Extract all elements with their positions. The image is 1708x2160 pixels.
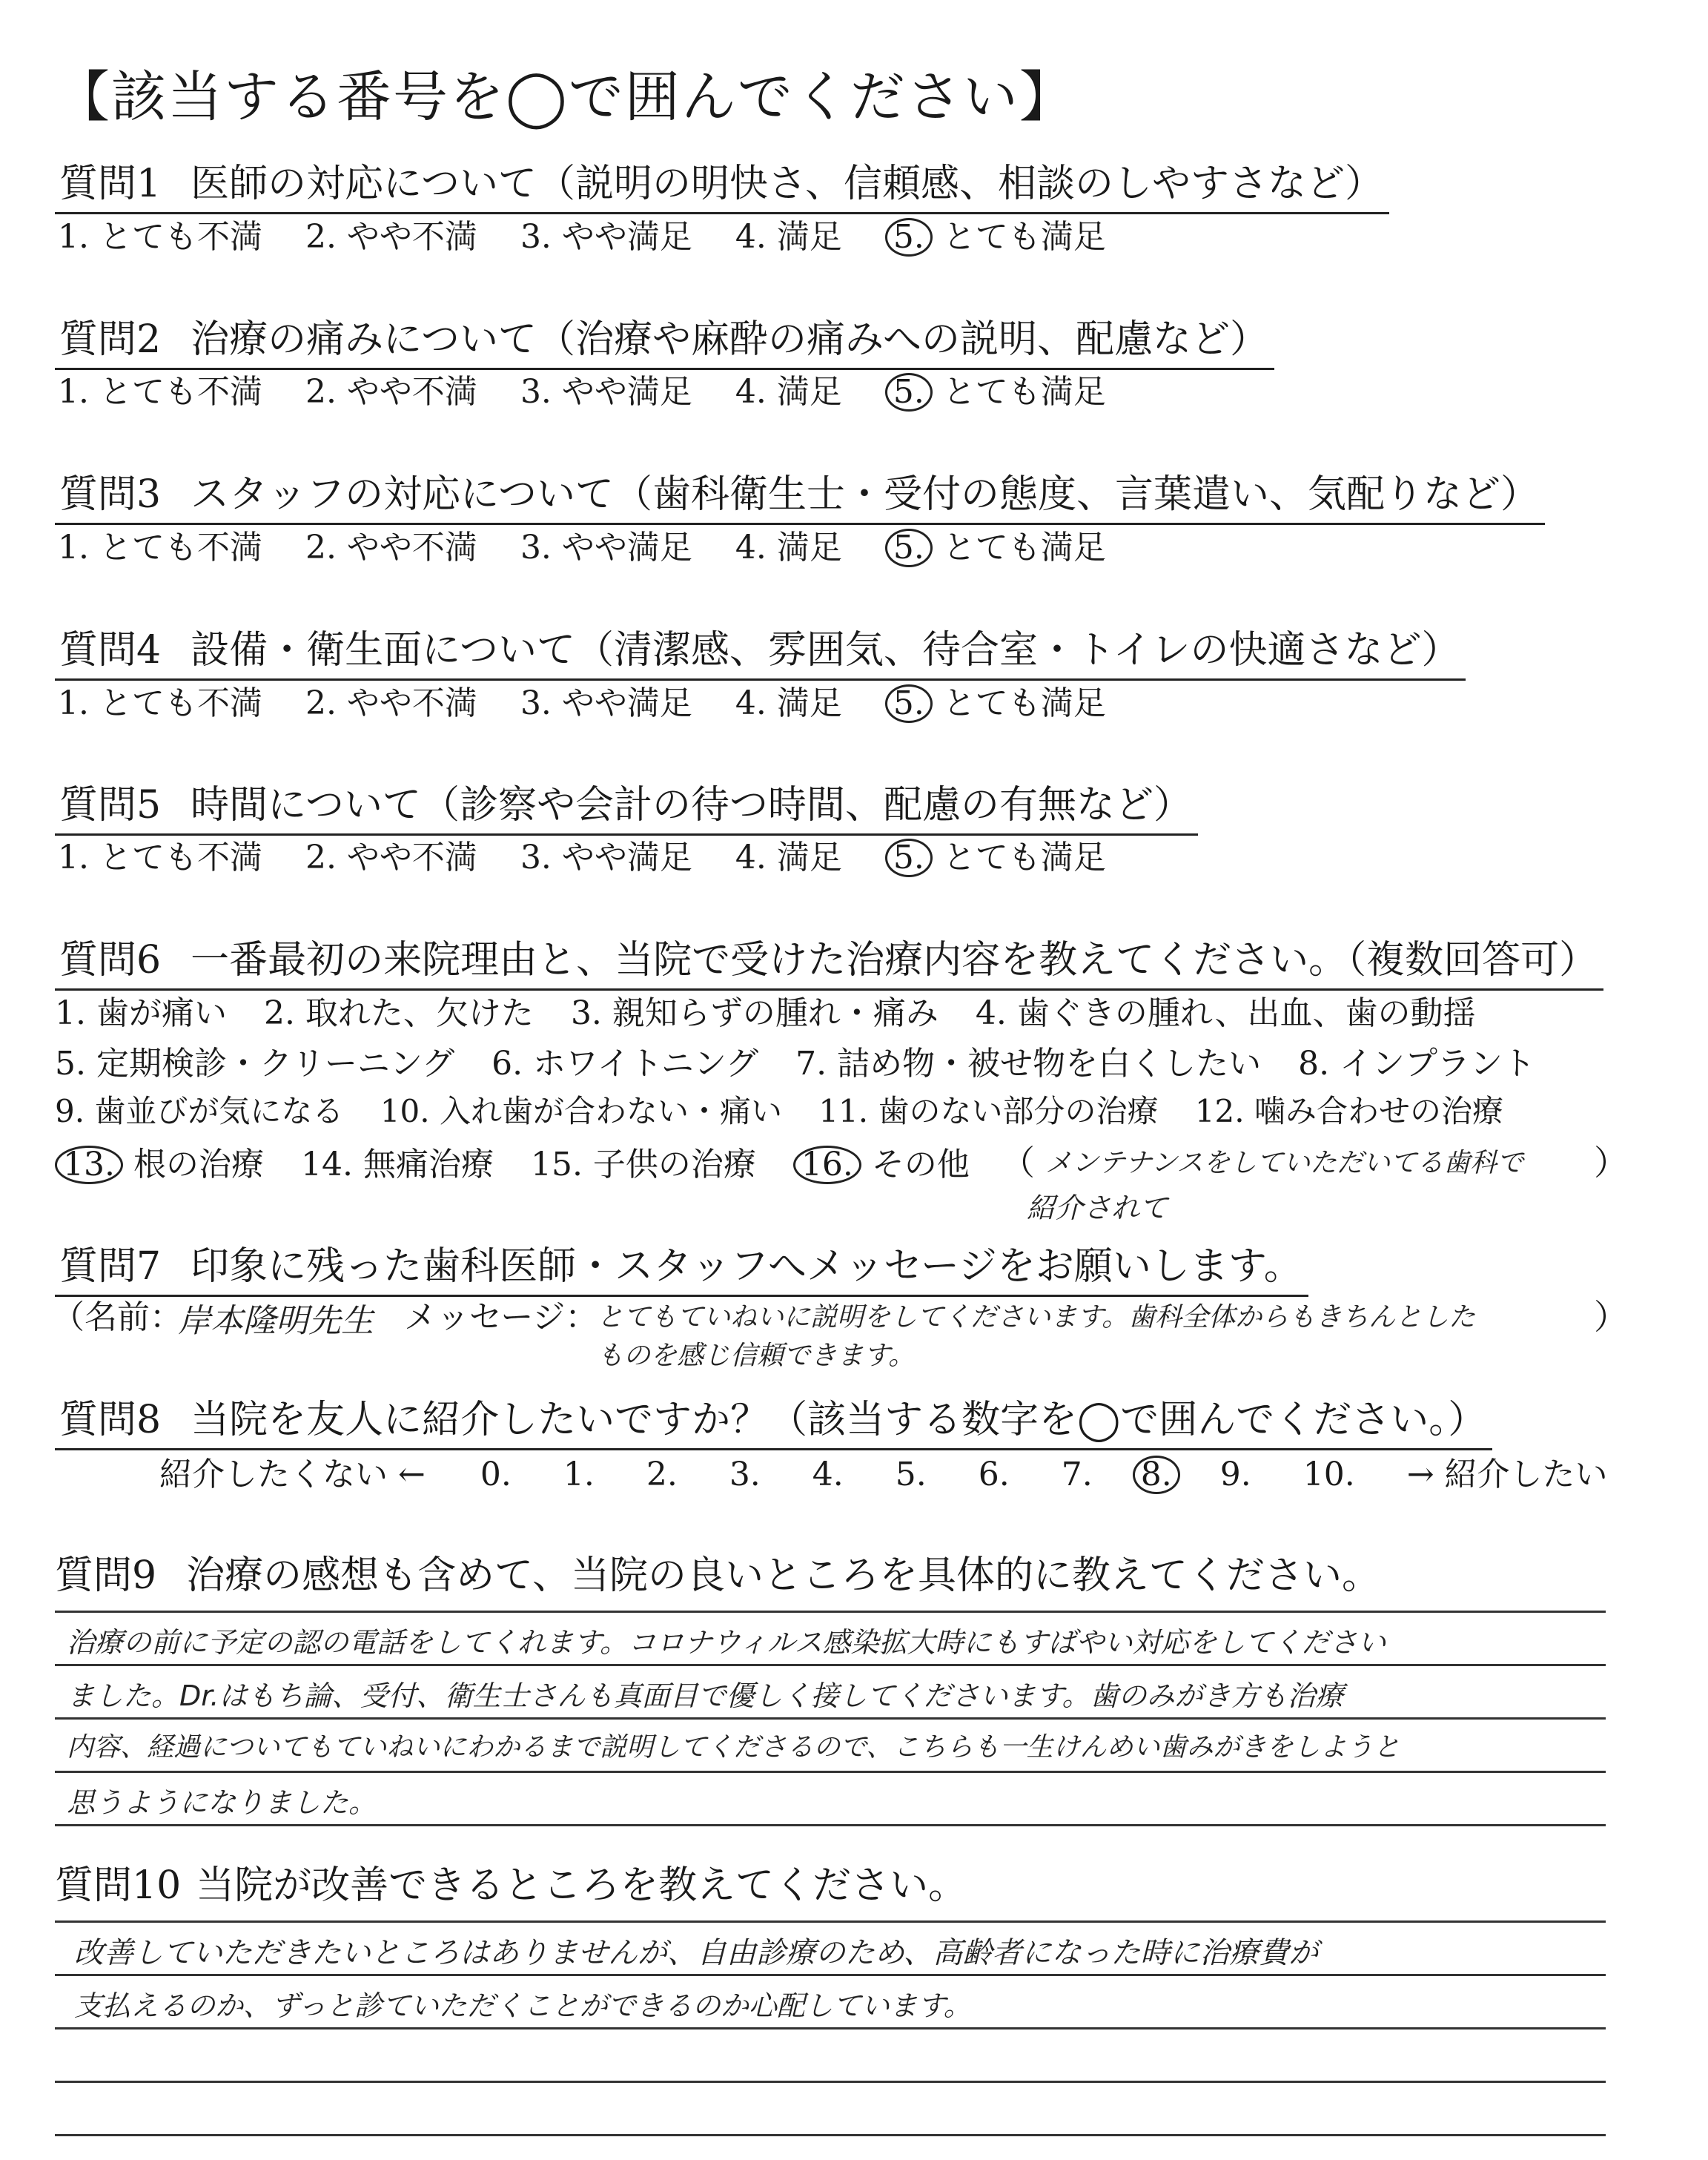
question-6-text: 一番最初の来院理由と、当院で受けた治療内容を教えてください。（複数回答可） bbox=[191, 938, 1598, 982]
choice-1[interactable]: 1. とても不満 bbox=[58, 218, 262, 256]
option-3[interactable]: 3. 親知らずの腫れ・痛み bbox=[570, 994, 939, 1032]
answer-rule bbox=[55, 2134, 1606, 2136]
choice-4[interactable]: 4. 満足 bbox=[735, 529, 842, 567]
question-9-number: 質問9 bbox=[55, 1553, 157, 1598]
question-4-text: 設備・衛生面について（清潔感、雰囲気、待合室・トイレの快適さなど） bbox=[191, 628, 1460, 673]
choice-2[interactable]: 2. やや不満 bbox=[305, 684, 477, 722]
choice-1[interactable]: 1. とても不満 bbox=[58, 529, 262, 567]
option-6[interactable]: 6. ホワイトニング bbox=[491, 1045, 759, 1083]
q9-answer-line-2[interactable]: ました。Dr.はもち論、受付、衛生士さんも真面目で優しく接してくださいます。歯のみがき方も治療 bbox=[67, 1680, 1344, 1712]
question-7-text: 印象に残った歯科医師・スタッフへメッセージをお願いします。 bbox=[191, 1244, 1302, 1289]
name-value[interactable]: 岸本隆明先生 bbox=[178, 1302, 374, 1340]
question-10 bbox=[55, 1854, 967, 1909]
answer-rule bbox=[55, 2027, 1606, 2029]
q10-answer-line-1[interactable]: 改善していただきたいところはありませんが、自由診療のため、高齢者になった時に治療費が bbox=[74, 1936, 1319, 1970]
choice-3[interactable]: 3. やや満足 bbox=[520, 684, 692, 722]
answer-rule bbox=[55, 2081, 1606, 2083]
scale-right-label: → 紹介したい bbox=[1406, 1456, 1608, 1493]
answer-rule bbox=[55, 1771, 1606, 1773]
name-label: （名前： bbox=[52, 1298, 182, 1336]
question-1-text: 医師の対応について（説明の明快さ、信頼感、相談のしやすさなど） bbox=[191, 162, 1383, 206]
question-1-title bbox=[55, 152, 1389, 214]
scale-8-circled[interactable]: 8. bbox=[1133, 1456, 1180, 1494]
choice-5-label: とても満足 bbox=[942, 684, 1106, 722]
choice-4[interactable]: 4. 満足 bbox=[735, 684, 842, 722]
answer-rule bbox=[55, 1611, 1606, 1613]
choice-3[interactable]: 3. やや満足 bbox=[520, 839, 692, 876]
option-2[interactable]: 2. 取れた、欠けた bbox=[263, 994, 534, 1032]
answer-rule bbox=[55, 1920, 1606, 1923]
option-1[interactable]: 1. 歯が痛い bbox=[55, 994, 227, 1032]
question-8-title bbox=[55, 1388, 1492, 1450]
question-6-title bbox=[55, 928, 1603, 991]
choice-5-circled[interactable]: 5. bbox=[885, 218, 933, 257]
question-10-text: 当院が改善できるところを教えてください。 bbox=[196, 1863, 967, 1908]
question-10-number: 質問10 bbox=[55, 1863, 182, 1908]
answer-rule bbox=[55, 1664, 1606, 1666]
question-5-choices bbox=[58, 830, 1106, 878]
answer-rule bbox=[55, 1717, 1606, 1720]
question-9-text: 治療の感想も含めて、当院の良いところを具体的に教えてください。 bbox=[186, 1553, 1381, 1598]
scale-2[interactable]: 2. bbox=[646, 1456, 678, 1493]
question-2-title bbox=[55, 308, 1274, 370]
other-open-paren: （ bbox=[1001, 1143, 1035, 1183]
message-close-paren: ） bbox=[1594, 1297, 1628, 1337]
choice-3[interactable]: 3. やや満足 bbox=[520, 373, 692, 411]
question-2-choices bbox=[58, 365, 1106, 412]
question-6-row-2 bbox=[55, 1037, 1562, 1084]
option-16-label: その他 bbox=[871, 1146, 970, 1183]
q9-answer-line-1[interactable]: 治療の前に予定の認の電話をしてくれます。コロナウィルス感染拡大時にもすばやい対応をしてください bbox=[67, 1626, 1386, 1659]
option-7[interactable]: 7. 詰め物・被せ物を白くしたい bbox=[795, 1045, 1262, 1083]
question-6 bbox=[55, 928, 1603, 991]
scale-10[interactable]: 10. bbox=[1302, 1456, 1355, 1493]
choice-5-label: とても満足 bbox=[942, 218, 1106, 256]
message-line-2[interactable]: ものを感じ信頼できます。 bbox=[597, 1341, 916, 1371]
question-2-text: 治療の痛みについて（治療や麻酔の痛みへの説明、配慮など） bbox=[191, 317, 1269, 362]
choice-4[interactable]: 4. 満足 bbox=[735, 218, 842, 256]
question-3-choices bbox=[58, 521, 1106, 568]
page-heading: 【該当する番号を◯で囲んでください】 bbox=[55, 65, 1076, 129]
question-5 bbox=[55, 773, 1198, 836]
question-3 bbox=[55, 463, 1545, 525]
choice-5-circled[interactable]: 5. bbox=[885, 684, 933, 723]
choice-5-label: とても満足 bbox=[942, 373, 1106, 411]
question-8-text: 当院を友人に紹介したいですか？（該当する数字を◯で囲んでください。） bbox=[191, 1398, 1487, 1442]
scale-3[interactable]: 3. bbox=[729, 1456, 761, 1493]
choice-5-label: とても満足 bbox=[942, 839, 1106, 876]
question-5-text: 時間について（診察や会計の待つ時間、配慮の有無など） bbox=[191, 783, 1193, 828]
option-5[interactable]: 5. 定期検診・クリーニング bbox=[55, 1045, 455, 1083]
scale-4[interactable]: 4. bbox=[812, 1456, 844, 1493]
choice-1[interactable]: 1. とても不満 bbox=[58, 684, 262, 722]
q10-answer-line-2[interactable]: 支払えるのか、ずっと診ていただくことができるのか心配しています。 bbox=[74, 1989, 972, 2022]
scale-1[interactable]: 1. bbox=[563, 1456, 595, 1493]
answer-rule bbox=[55, 1974, 1606, 1976]
question-3-text: スタッフの対応について（歯科衛生士・受付の態度、言葉遣い、気配りなど） bbox=[191, 472, 1540, 517]
option-15[interactable]: 15. 子供の治療 bbox=[530, 1146, 756, 1183]
question-1 bbox=[55, 152, 1389, 214]
option-11[interactable]: 11. 歯のない部分の治療 bbox=[818, 1093, 1159, 1129]
option-13-label: 根の治療 bbox=[133, 1146, 264, 1183]
choice-2[interactable]: 2. やや不満 bbox=[305, 218, 477, 256]
choice-1[interactable]: 1. とても不満 bbox=[58, 839, 262, 876]
question-8-number: 質問8 bbox=[59, 1398, 162, 1442]
question-7-number: 質問7 bbox=[59, 1244, 162, 1289]
option-14[interactable]: 14. 無痛治療 bbox=[300, 1146, 494, 1183]
other-answer-line-2[interactable]: 紹介されて bbox=[1027, 1192, 1168, 1224]
option-12[interactable]: 12. 噛み合わせの治療 bbox=[1194, 1093, 1503, 1129]
scale-0[interactable]: 0. bbox=[480, 1456, 512, 1493]
choice-2[interactable]: 2. やや不満 bbox=[305, 529, 477, 567]
choice-4[interactable]: 4. 満足 bbox=[735, 839, 842, 876]
option-8[interactable]: 8. インプラント bbox=[1298, 1045, 1536, 1083]
message-label: メッセージ： bbox=[404, 1298, 598, 1336]
question-2-number: 質問2 bbox=[59, 317, 162, 362]
question-3-title bbox=[55, 463, 1545, 525]
question-6-row-1 bbox=[55, 986, 1503, 1034]
question-9 bbox=[55, 1544, 1380, 1599]
scale-6[interactable]: 6. bbox=[978, 1456, 1010, 1493]
q9-answer-line-3[interactable]: 内容、経過についてもていねいにわかるまで説明してくださるので、こちらも一生けんめい歯みがきをしようと bbox=[67, 1732, 1400, 1763]
scale-7[interactable]: 7. bbox=[1061, 1456, 1093, 1493]
question-7 bbox=[55, 1235, 1308, 1297]
option-10[interactable]: 10. 入れ歯が合わない・痛い bbox=[380, 1093, 782, 1129]
choice-1[interactable]: 1. とても不満 bbox=[58, 373, 262, 411]
choice-5-circled[interactable]: 5. bbox=[885, 839, 933, 877]
option-4[interactable]: 4. 歯ぐきの腫れ、出血、歯の動揺 bbox=[975, 994, 1476, 1032]
question-6-number: 質問6 bbox=[59, 938, 162, 982]
option-16-circled[interactable]: 16. bbox=[793, 1146, 861, 1184]
choice-5-circled[interactable]: 5. bbox=[885, 529, 933, 567]
scale-left-label: 紹介したくない ← bbox=[159, 1456, 426, 1493]
question-5-title bbox=[55, 773, 1198, 836]
question-4 bbox=[55, 618, 1466, 681]
choice-2[interactable]: 2. やや不満 bbox=[305, 373, 477, 411]
scale-9[interactable]: 9. bbox=[1219, 1456, 1251, 1493]
message-line-1[interactable]: とてもていねいに説明をしてくださいます。歯科全体からもきちんとした bbox=[597, 1302, 1476, 1332]
question-5-number: 質問5 bbox=[59, 783, 162, 828]
choice-3[interactable]: 3. やや満足 bbox=[520, 218, 692, 256]
question-8-scale bbox=[159, 1447, 1608, 1495]
question-2 bbox=[55, 308, 1274, 370]
question-7-title bbox=[55, 1235, 1308, 1297]
q9-answer-line-4[interactable]: 思うようになりました。 bbox=[67, 1786, 377, 1819]
question-6-row-4 bbox=[55, 1137, 970, 1185]
choice-3[interactable]: 3. やや満足 bbox=[520, 529, 692, 567]
other-close-paren: ） bbox=[1594, 1143, 1628, 1183]
answer-rule bbox=[55, 1824, 1606, 1826]
question-6-row-3 bbox=[55, 1087, 1530, 1132]
choice-5-label: とても満足 bbox=[942, 529, 1106, 567]
question-1-number: 質問1 bbox=[59, 162, 162, 206]
choice-5-circled[interactable]: 5. bbox=[885, 373, 933, 412]
question-4-title bbox=[55, 618, 1466, 681]
option-9[interactable]: 9. 歯並びが気になる bbox=[55, 1093, 344, 1129]
choice-2[interactable]: 2. やや不満 bbox=[305, 839, 477, 876]
question-8 bbox=[55, 1388, 1492, 1450]
question-1-choices bbox=[58, 210, 1106, 257]
question-4-choices bbox=[58, 676, 1106, 724]
question-4-number: 質問4 bbox=[59, 628, 162, 673]
choice-4[interactable]: 4. 満足 bbox=[735, 373, 842, 411]
other-answer-line-1[interactable]: メンテナンスをしていただいてる歯科で bbox=[1045, 1148, 1524, 1178]
option-13-circled[interactable]: 13. bbox=[55, 1146, 123, 1184]
scale-5[interactable]: 5. bbox=[895, 1456, 927, 1493]
question-3-number: 質問3 bbox=[59, 472, 162, 517]
